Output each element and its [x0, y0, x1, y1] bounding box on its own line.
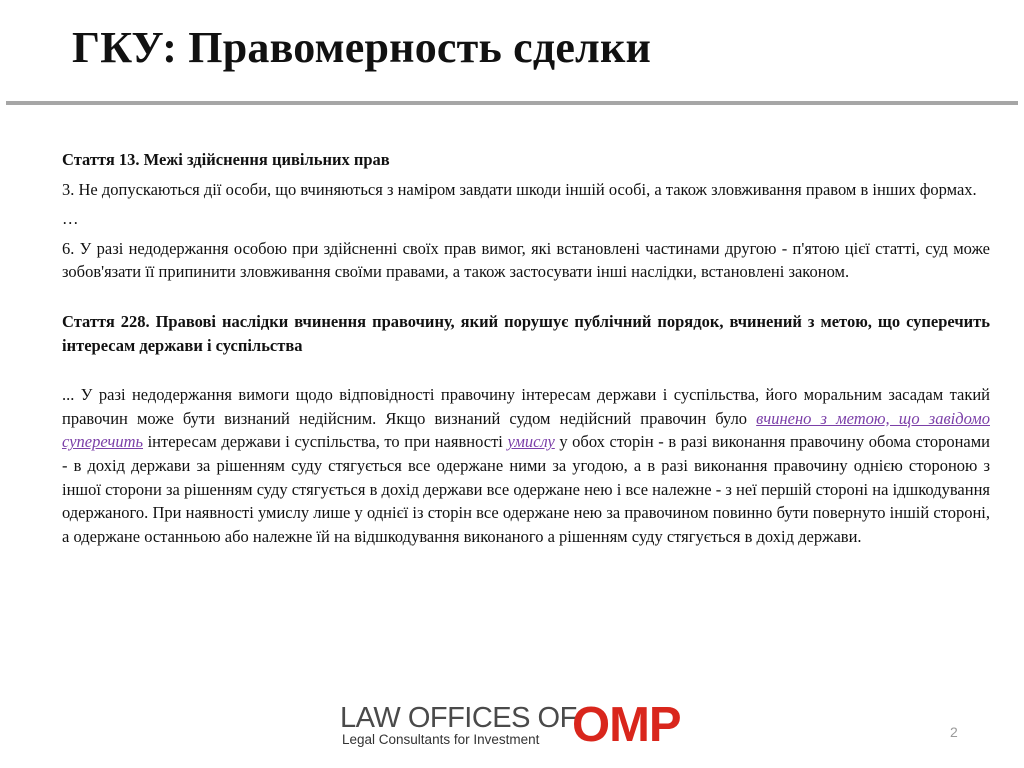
- article-228-text-part1: ... У разі недодержання вимоги щодо відповідності правочину інтересам держави і суспільства, його моральним засадам такий правочин може бути визнаний недійсним. Якщо визнаний судом недійсний правочин було: [62, 385, 990, 428]
- slide-content: [62, 148, 990, 548]
- logo-line2: Legal Consultants for Investment: [342, 732, 540, 747]
- article-228-heading: Стаття 228. Правові наслідки вчинення правочину, який порушує публічний порядок, вчинений з метою, що суперечить інтересам держави і суспільства: [62, 311, 990, 355]
- title-divider: [6, 101, 1018, 105]
- page-number: 2: [950, 724, 958, 740]
- article-228-text: [62, 383, 990, 548]
- link-intent-contrary[interactable]: вчинено з метою, що завідомо суперечить: [62, 408, 990, 452]
- ellipsis: …: [62, 209, 79, 229]
- logo-line1: LAW OFFICES OF: [340, 702, 577, 734]
- link-intent[interactable]: умислу: [507, 432, 555, 452]
- article-13-paragraph-3: 3. Не допускаються дії особи, що вчиняються з наміром завдати шкоди іншій особі, а також зловживання правом в інших формах.: [62, 179, 977, 199]
- article-13-heading: Стаття 13. Межі здійснення цивільних прав: [62, 150, 390, 169]
- article-13-paragraph-6: 6. У разі недодержання особою при здійсненні своїх прав вимог, які встановлені частинами другою - п'ятою цієї статті, суд може зобов'язати її припинити зловживання своїми правами, а також застосувати інші наслідки, встановлені законом.: [62, 238, 990, 282]
- logo-brand: OMP: [572, 698, 681, 752]
- company-logo: [340, 698, 690, 752]
- article-228-text-part3: у обох сторін - в разі виконання правочину обома сторонами - в дохід держави за рішенням суду стягується все одержане ними за угодою, а в разі виконання правочину однією стороною з іншої сторони за рішенням суду стягується в дохід держави все одержане нею і все належне - з неї першій стороні на ідшкодування одержаного. При наявності умислу лише у однієї із сторін все одержане нею за правочином повинно бути повернуто іншій стороні, а одержане останньою або належне їй на відшкодування виконаного а рішенням суду стягується в дохід держави.: [62, 432, 991, 546]
- slide-title: ГКУ: Правомерность сделки: [72, 23, 652, 72]
- article-228-text-part2: інтересам держави і суспільства, то при наявності: [143, 432, 508, 452]
